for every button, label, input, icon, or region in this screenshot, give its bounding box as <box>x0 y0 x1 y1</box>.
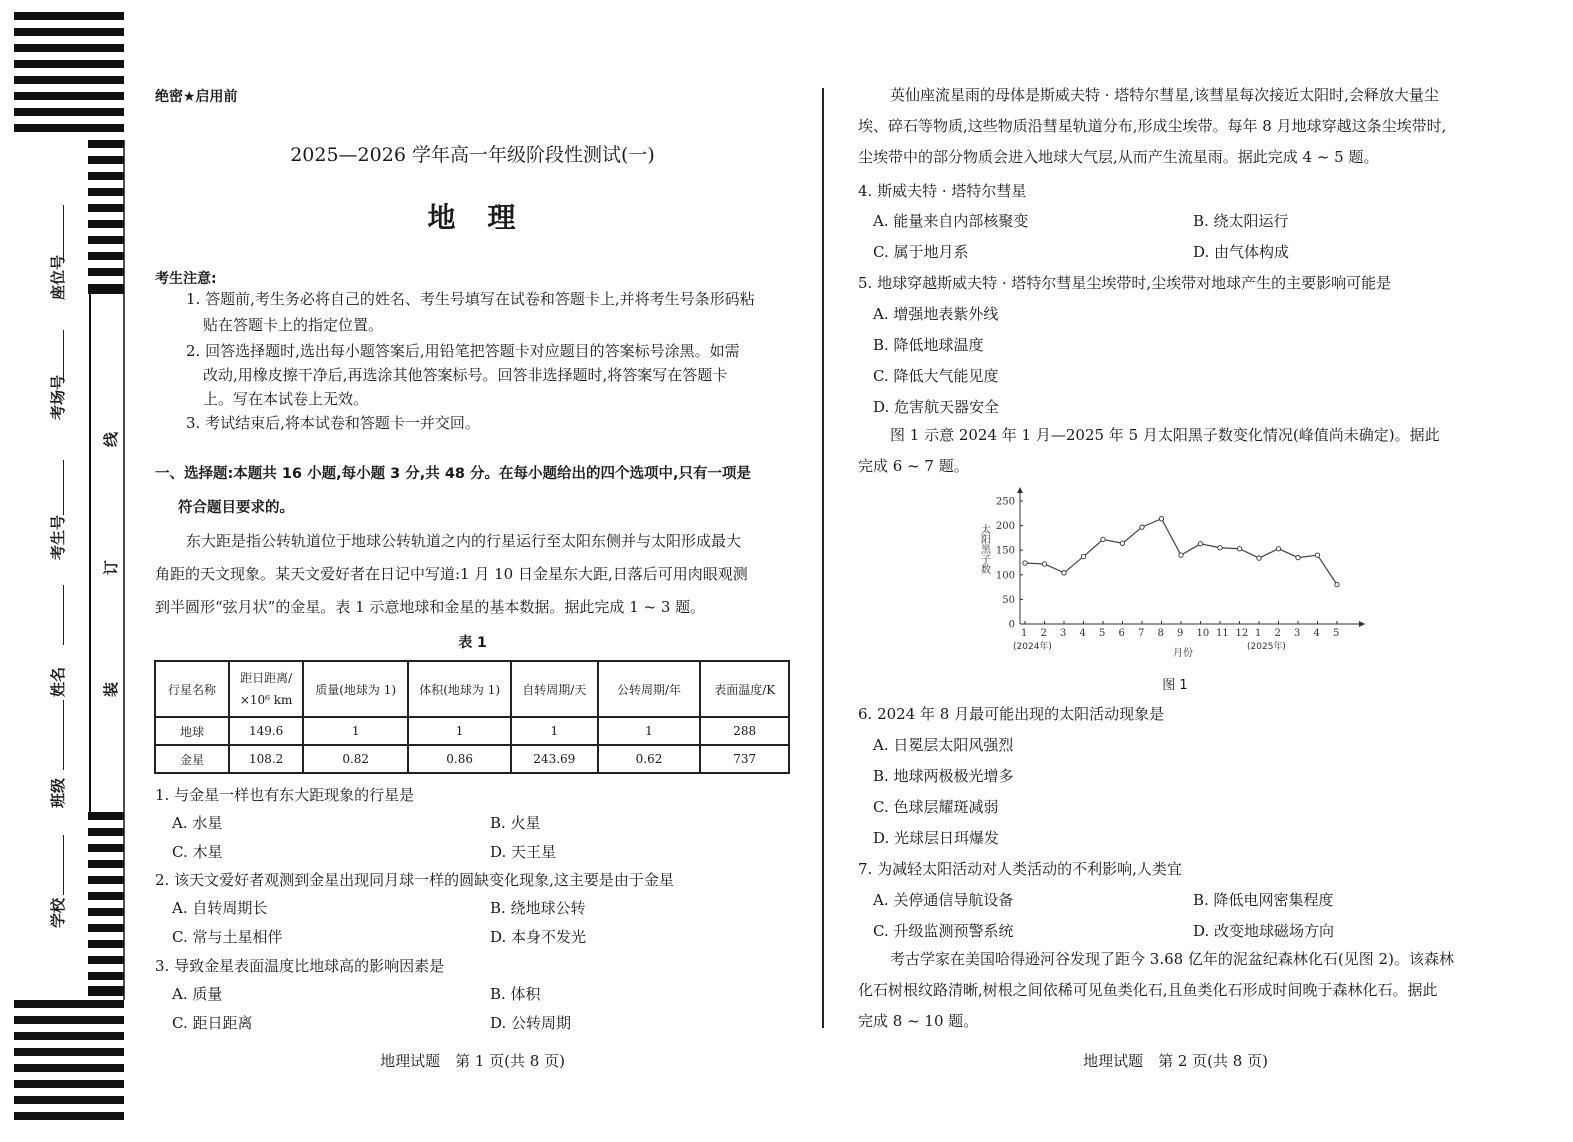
confidential-mark: 绝密★启用前 <box>155 89 238 105</box>
name-label: 姓名 <box>49 666 67 697</box>
table-cell: 737 <box>700 745 789 773</box>
table-header: 质量(地球为 1) <box>303 661 408 717</box>
chart-point <box>1140 525 1144 529</box>
question-2-stem: 2. 该天文爱好者观测到金星出现同月球一样的圆缺变化现象,这主要是由于金星 <box>155 871 674 889</box>
question-5-option-a: A. 增强地表紫外线 <box>873 305 999 323</box>
class-label: 班级 <box>49 777 67 808</box>
page-footer-right: 地理试题 第 2 页(共 8 页) <box>1083 1052 1268 1070</box>
chart-point <box>1276 547 1280 551</box>
passage-line: 完成 6 ~ 7 题。 <box>858 457 969 475</box>
chart-y-tick-label: 50 <box>1002 594 1015 606</box>
notice-line: 改动,用橡皮擦干净后,再选涂其他答案标号。回答非选择题时,将答案写在答题卡 <box>203 366 728 384</box>
table-cell: 地球 <box>155 717 229 745</box>
notice-line: 2. 回答选择题时,选出每小题答案后,用铅笔把答题卡对应题目的答案标号涂黑。如需 <box>186 342 740 360</box>
bind-mark: 装 <box>102 681 120 697</box>
passage-line: 埃、碎石等物质,这些物质沿彗星轨道分布,形成尘埃带。每年 8 月地球穿越这条尘埃带时, <box>858 117 1447 135</box>
chart-point <box>1101 537 1105 541</box>
chart-y-tick-label: 200 <box>995 521 1015 533</box>
table-caption: 表 1 <box>458 635 487 651</box>
chart-x-tick-label: 5 <box>1099 628 1106 639</box>
chart-x-axis-label: 月份 <box>1173 648 1193 659</box>
question-7-stem: 7. 为减轻太阳活动对人类活动的不利影响,人类宜 <box>858 860 1182 878</box>
seat-line <box>63 205 64 260</box>
table-cell: 149.6 <box>229 717 303 745</box>
question-1-option-a: A. 水星 <box>172 814 223 832</box>
table-cell: 108.2 <box>229 745 303 773</box>
chart-point <box>1159 517 1163 521</box>
question-3-option-a: A. 质量 <box>172 985 223 1003</box>
question-6-option-b: B. 地球两极极光增多 <box>873 767 1014 785</box>
question-4-option-c: C. 属于地月系 <box>873 243 969 261</box>
question-5-option-b: B. 降低地球温度 <box>873 336 984 354</box>
chart-x-tick-label: 8 <box>1157 628 1164 639</box>
chart-year-label: (2024年) <box>1013 642 1052 652</box>
section-heading: 一、选择题:本题共 16 小题,每小题 3 分,共 48 分。在每小题给出的四个选项中,只有一项是 <box>155 466 752 482</box>
chart-point <box>1081 554 1085 558</box>
sunspot-chart <box>970 484 1380 664</box>
question-5-option-d: D. 危害航天器安全 <box>873 398 1000 416</box>
chart-y-tick-label: 0 <box>1008 619 1015 631</box>
exam-title: 2025—2026 学年高一年级阶段性测试(一) <box>290 144 655 166</box>
question-7-option-b: B. 降低电网密集程度 <box>1193 891 1334 909</box>
table-cell: 1 <box>511 717 597 745</box>
question-7-option-c: C. 升级监测预警系统 <box>873 922 1014 940</box>
chart-x-tick-label: 12 <box>1235 628 1249 639</box>
exam-room-label: 考场号 <box>49 374 67 420</box>
question-2-option-a: A. 自转周期长 <box>172 899 268 917</box>
chart-point <box>1237 547 1241 551</box>
question-3-option-d: D. 公转周期 <box>490 1014 572 1032</box>
notice-line: 贴在答题卡上的指定位置。 <box>203 316 384 334</box>
chart-x-tick-label: 10 <box>1196 628 1210 639</box>
question-6-option-d: D. 光球层日珥爆发 <box>873 829 1000 847</box>
question-3-option-b: B. 体积 <box>490 985 541 1003</box>
chart-x-tick-label: 2 <box>1274 628 1281 639</box>
chart-x-tick-label: 1 <box>1021 628 1028 639</box>
chart-point <box>1296 555 1300 559</box>
notice-line: 1. 答题前,考生务必将自己的姓名、考生号填写在试卷和答题卡上,并将考生号条形码粘 <box>186 290 755 308</box>
question-6-option-c: C. 色球层耀斑减弱 <box>873 798 999 816</box>
chart-x-tick-label: 7 <box>1138 628 1145 639</box>
chart-year-label: (2025年) <box>1247 642 1286 652</box>
chart-y-tick-label: 100 <box>995 570 1015 582</box>
table-header: 表面温度/K <box>700 661 789 717</box>
page-footer-left: 地理试题 第 1 页(共 8 页) <box>380 1052 565 1070</box>
chart-x-tick-label: 6 <box>1118 628 1125 639</box>
binding-strip <box>0 0 140 1138</box>
table-cell: 243.69 <box>511 745 597 773</box>
name-line <box>63 585 64 645</box>
order-mark: 订 <box>102 559 120 575</box>
table-row <box>155 745 789 773</box>
candidate-number-label: 考生号 <box>49 514 67 560</box>
school-label: 学校 <box>49 897 67 928</box>
chart-point <box>1198 542 1202 546</box>
table-cell: 1 <box>303 717 408 745</box>
question-6-option-a: A. 日冕层太阳风强烈 <box>873 736 1014 754</box>
table-header: 体积(地球为 1) <box>408 661 511 717</box>
chart-x-tick-label: 4 <box>1079 628 1086 639</box>
subject-title: 地 理 <box>427 201 518 234</box>
passage-line: 化石树根纹路清晰,树根之间依稀可见鱼类化石,且鱼类化石形成时间晚于森林化石。据此 <box>858 981 1438 999</box>
table-header-row <box>155 661 789 717</box>
question-7-option-d: D. 改变地球磁场方向 <box>1193 922 1335 940</box>
question-1-option-d: D. 天王星 <box>490 843 557 861</box>
question-2-option-d: D. 本身不发光 <box>490 928 587 946</box>
room-line <box>63 330 64 380</box>
question-7-option-a: A. 关停通信导航设备 <box>873 891 1014 909</box>
passage-line: 考古学家在美国哈得逊河谷发现了距今 3.68 亿年的泥盆纪森林化石(见图 2)。该森林 <box>890 950 1454 968</box>
table-header: 距日距离/ ×10⁶ km <box>229 661 303 717</box>
chart-y-arrow <box>1017 487 1023 493</box>
chart-x-tick-label: 3 <box>1294 628 1301 639</box>
passage-line: 完成 8 ~ 10 题。 <box>858 1012 979 1030</box>
passage-line: 东大距是指公转轨道位于地球公转轨道之内的行星运行至太阳东侧并与太阳形成最大 <box>186 532 742 550</box>
passage-line: 英仙座流星雨的母体是斯威夫特 · 塔特尔彗星,该彗星每次接近太阳时,会释放大量尘 <box>890 86 1439 104</box>
table-header: 行星名称 <box>155 661 229 717</box>
question-1-stem: 1. 与金星一样也有东大距现象的行星是 <box>155 786 415 804</box>
question-1-option-c: C. 木星 <box>172 843 223 861</box>
notice-line: 上。写在本试卷上无效。 <box>203 390 369 408</box>
candidate-line <box>63 460 64 515</box>
chart-x-tick-label: 4 <box>1313 628 1320 639</box>
table-row <box>155 717 789 745</box>
chart-point <box>1335 582 1339 586</box>
table-header: 公转周期/年 <box>598 661 701 717</box>
question-4-option-b: B. 绕太阳运行 <box>1193 212 1289 230</box>
passage-line: 角距的天文现象。某天文爱好者在日记中写道:1 月 10 日金星东大距,日落后可用肉眼观测 <box>155 565 748 583</box>
table-cell: 金星 <box>155 745 229 773</box>
chart-y-axis-label: 太阳黑子数 <box>978 524 990 574</box>
chart-points <box>1023 517 1339 587</box>
table-cell: 0.86 <box>408 745 511 773</box>
chart-point <box>1120 541 1124 545</box>
question-5-stem: 5. 地球穿越斯威夫特 · 塔特尔彗星尘埃带时,尘埃带对地球产生的主要影响可能是 <box>858 274 1392 292</box>
chart-point <box>1179 553 1183 557</box>
chart-y-tick-label: 150 <box>995 545 1015 557</box>
passage-line: 图 1 示意 2024 年 1 月—2025 年 5 月太阳黑子数变化情况(峰值尚未确定)。据此 <box>890 426 1440 444</box>
table-cell: 1 <box>408 717 511 745</box>
chart-x-tick-label: 1 <box>1255 628 1262 639</box>
chart-x-tick-label: 5 <box>1333 628 1340 639</box>
notice-line: 3. 考试结束后,将本试卷和答题卡一并交回。 <box>186 414 480 432</box>
planet-data-table <box>154 660 790 774</box>
question-4-option-d: D. 由气体构成 <box>1193 243 1290 261</box>
chart-point <box>1315 553 1319 557</box>
question-1-option-b: B. 火星 <box>490 814 541 832</box>
chart-x-tick-label: 2 <box>1040 628 1047 639</box>
notice-title: 考生注意: <box>155 271 217 287</box>
question-3-option-c: C. 距日距离 <box>172 1014 253 1032</box>
table-cell: 288 <box>700 717 789 745</box>
chart-point <box>1023 561 1027 565</box>
line-mark: 线 <box>102 431 120 447</box>
chart-y-ticks <box>996 497 1023 631</box>
question-2-option-c: C. 常与土星相伴 <box>172 928 283 946</box>
passage-line: 尘埃带中的部分物质会进入地球大气层,从而产生流星雨。据此完成 4 ~ 5 题。 <box>858 148 1379 166</box>
chart-x-tick-label: 3 <box>1060 628 1067 639</box>
chart-y-tick-label: 250 <box>995 496 1015 508</box>
seat-number-label: 座位号 <box>49 254 67 300</box>
chart-x-tick-label: 9 <box>1177 628 1184 639</box>
chart-point <box>1062 571 1066 575</box>
question-6-stem: 6. 2024 年 8 月最可能出现的太阳活动现象是 <box>858 705 1165 723</box>
section-heading-cont: 符合题目要求的。 <box>178 500 294 516</box>
chart-point <box>1257 556 1261 560</box>
table-cell: 1 <box>598 717 701 745</box>
question-4-option-a: A. 能量来自内部核聚变 <box>873 212 1029 230</box>
column-divider <box>822 88 824 1028</box>
figure-caption: 图 1 <box>1162 678 1188 693</box>
table-cell: 0.62 <box>598 745 701 773</box>
chart-axes <box>1017 487 1365 627</box>
question-5-option-c: C. 降低大气能见度 <box>873 367 999 385</box>
class-line <box>63 700 64 770</box>
chart-point <box>1218 546 1222 550</box>
table-cell: 0.82 <box>303 745 408 773</box>
question-2-option-b: B. 绕地球公转 <box>490 899 586 917</box>
chart-x-tick-label: 11 <box>1216 628 1229 639</box>
chart-x-arrow <box>1359 621 1365 627</box>
chart-series-line <box>1025 519 1337 585</box>
school-line <box>63 835 64 895</box>
chart-point <box>1042 562 1046 566</box>
question-4-stem: 4. 斯威夫特 · 塔特尔彗星 <box>858 182 1027 200</box>
table-header: 自转周期/天 <box>511 661 597 717</box>
passage-line: 到半圆形“弦月状”的金星。表 1 示意地球和金星的基本数据。据此完成 1 ~ 3 题。 <box>155 598 706 616</box>
question-3-stem: 3. 导致金星表面温度比地球高的影响因素是 <box>155 957 445 975</box>
